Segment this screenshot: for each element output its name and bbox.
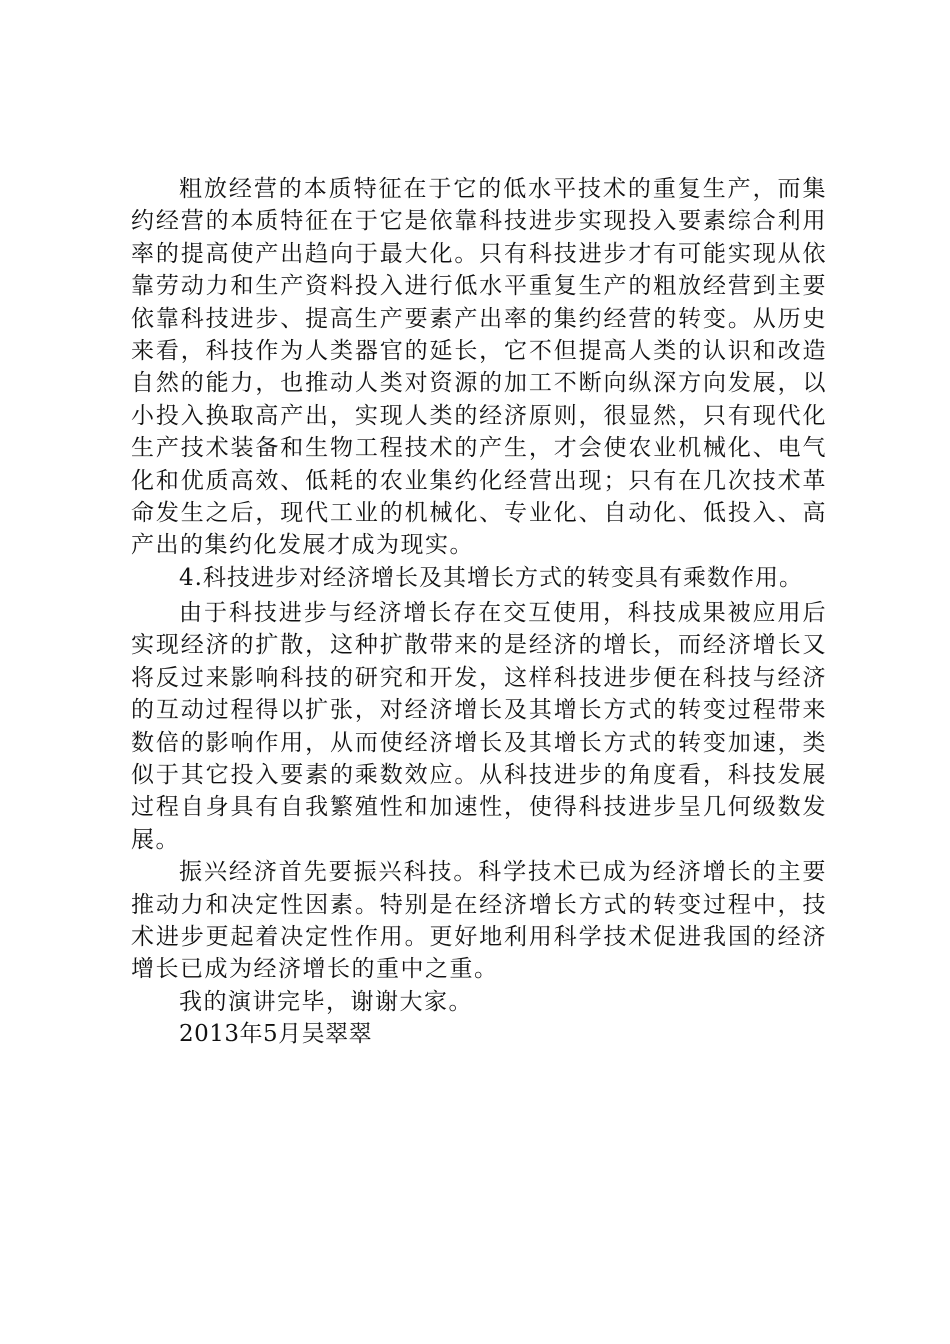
text-section-bottom bbox=[131, 597, 827, 1051]
paragraph-multiplier-effect: 由于科技进步与经济增长存在交互使用，科技成果被应用后实现经济的扩散，这种扩散带来的是经济的增长，而经济增长又将反过来影响科技的研究和开发，这样科技进步便在科技与经济的互动过程得以扩张，对经济增长及其增长方式的转变过程带来数倍的影响作用，从而使经济增长及其增长方式的转变加速，类似于其它投入要素的乘数效应。从科技进步的角度看，科技发展过程自身具有自我繁殖性和加速性，使得科技进步呈几何级数发展。 bbox=[131, 600, 827, 853]
paragraph-intensive-management: 粗放经营的本质特征在于它的低水平技术的重复生产，而集约经营的本质特征在于它是依靠科技进步实现投入要素综合利用率的提高使产出趋向于最大化。只有科技进步才有可能实现从依靠劳动力和生产资料投入进行低水平重复生产的粗放经营到主要依靠科技进步、提高生产要素产出率的集约经营的转变。从历史来看，科技作为人类器官的延长，它不但提高人类的认识和改造自然的能力，也推动人类对资源的加工不断向纵深方向发展，以小投入换取高产出，实现人类的经济原则，很显然，只有现代化生产技术装备和生物工程技术的产生，才会使农业机械化、电气化和优质高效、低耗的农业集约化经营出现；只有在几次技术革命发生之后，现代工业的机械化、专业化、自动化、低投入、高产出的集约化发展才成为现实。 bbox=[131, 176, 827, 559]
section-heading-multiplier: 4.科技进步对经济增长及其增长方式的转变具有乘数作用。 bbox=[179, 564, 803, 591]
closing-remark: 我的演讲完毕，谢谢大家。 bbox=[179, 988, 473, 1015]
signature-date: 2013年5月吴翠翠 bbox=[179, 1021, 373, 1048]
paragraph-revitalize-technology: 振兴经济首先要振兴科技。科学技术已成为经济增长的主要推动力和决定性因素。特别是在经济增长方式的转变过程中，技术进步更起着决定性作用。更好地利用科学技术促进我国的经济增长已成为经济增长的重中之重。 bbox=[131, 859, 827, 983]
text-section-top bbox=[131, 173, 827, 594]
